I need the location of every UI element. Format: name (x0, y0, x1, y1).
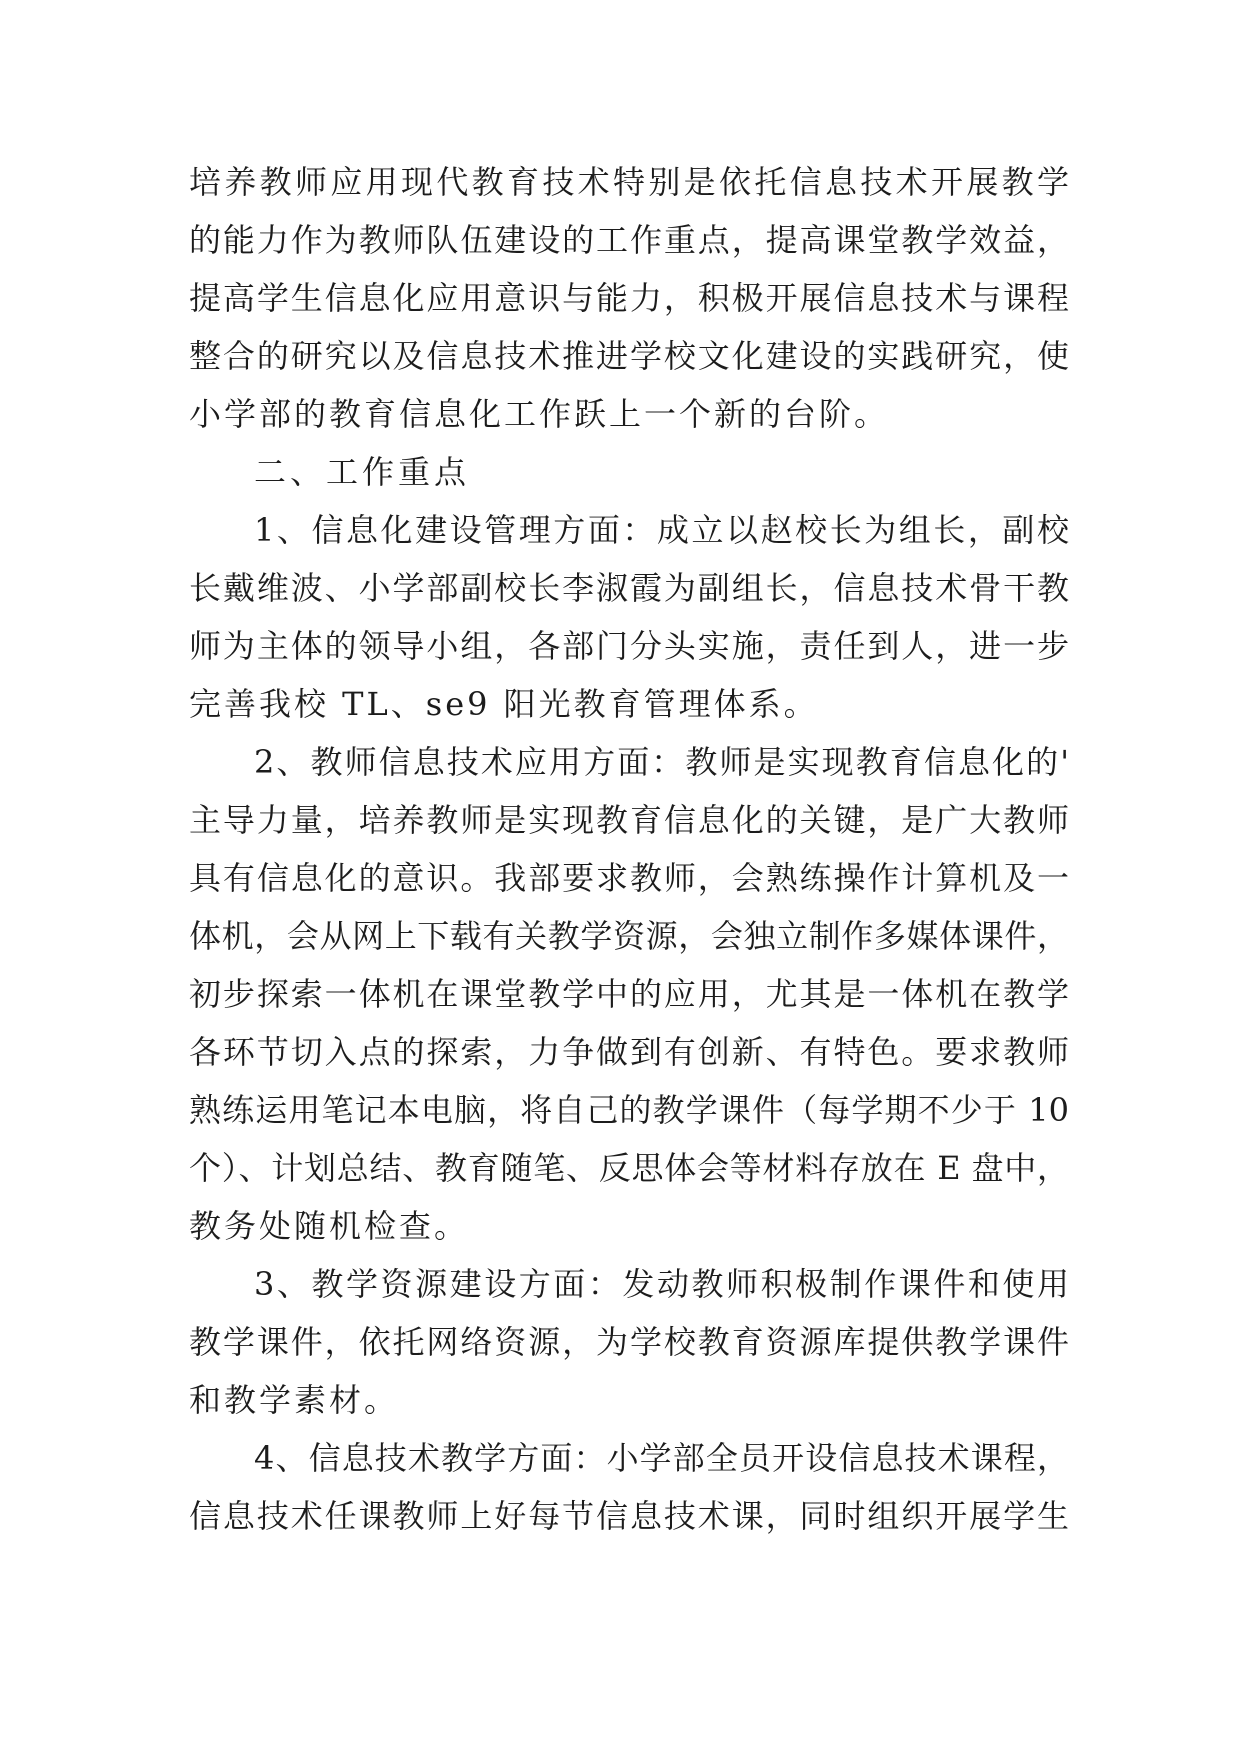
paragraph-line: 完善我校 TL、se9 阳光教育管理体系。 (189, 685, 819, 723)
paragraph-line: 具有信息化的意识。我部要求教师，会熟练操作计算机及一 (189, 859, 1069, 897)
paragraph-line: 4、信息技术教学方面：小学部全员开设信息技术课程， (254, 1439, 1069, 1477)
paragraph-line: 和教学素材。 (189, 1381, 400, 1419)
paragraph-line: 熟练运用笔记本电脑，将自己的教学课件（每学期不少于 10 (189, 1091, 1069, 1129)
paragraph-line: 2、教师信息技术应用方面：教师是实现教育信息化的' (254, 743, 1069, 781)
paragraph-line: 整合的研究以及信息技术推进学校文化建设的实践研究，使 (189, 337, 1069, 375)
paragraph-line: 提高学生信息化应用意识与能力，积极开展信息技术与课程 (189, 279, 1069, 317)
paragraph-line: 小学部的教育信息化工作跃上一个新的台阶。 (189, 395, 890, 433)
paragraph-line: 教学课件，依托网络资源，为学校教育资源库提供教学课件 (189, 1323, 1069, 1361)
paragraph-line: 长戴维波、小学部副校长李淑霞为副组长，信息技术骨干教 (189, 569, 1069, 607)
paragraph-line: 1、信息化建设管理方面：成立以赵校长为组长，副校 (254, 511, 1069, 549)
paragraph-line: 信息技术任课教师上好每节信息技术课，同时组织开展学生 (189, 1497, 1069, 1535)
paragraph-line: 初步探索一体机在课堂教学中的应用，尤其是一体机在教学 (189, 975, 1069, 1013)
paragraph-line: 体机，会从网上下载有关教学资源，会独立制作多媒体课件， (189, 917, 1069, 955)
paragraph-line: 的能力作为教师队伍建设的工作重点，提高课堂教学效益， (189, 221, 1069, 259)
paragraph-line: 培养教师应用现代教育技术特别是依托信息技术开展教学 (189, 163, 1069, 201)
paragraph-line: 各环节切入点的探索，力争做到有创新、有特色。要求教师 (189, 1033, 1069, 1071)
paragraph-line: 师为主体的领导小组，各部门分头实施，责任到人，进一步 (189, 627, 1069, 665)
paragraph-line: 个）、计划总结、教育随笔、反思体会等材料存放在 E 盘中， (189, 1149, 1069, 1187)
section-heading: 二、工作重点 (254, 453, 471, 491)
paragraph-line: 主导力量，培养教师是实现教育信息化的关键，是广大教师 (189, 801, 1069, 839)
paragraph-line: 教务处随机检查。 (189, 1207, 470, 1245)
paragraph-line: 3、教学资源建设方面：发动教师积极制作课件和使用 (254, 1265, 1069, 1303)
